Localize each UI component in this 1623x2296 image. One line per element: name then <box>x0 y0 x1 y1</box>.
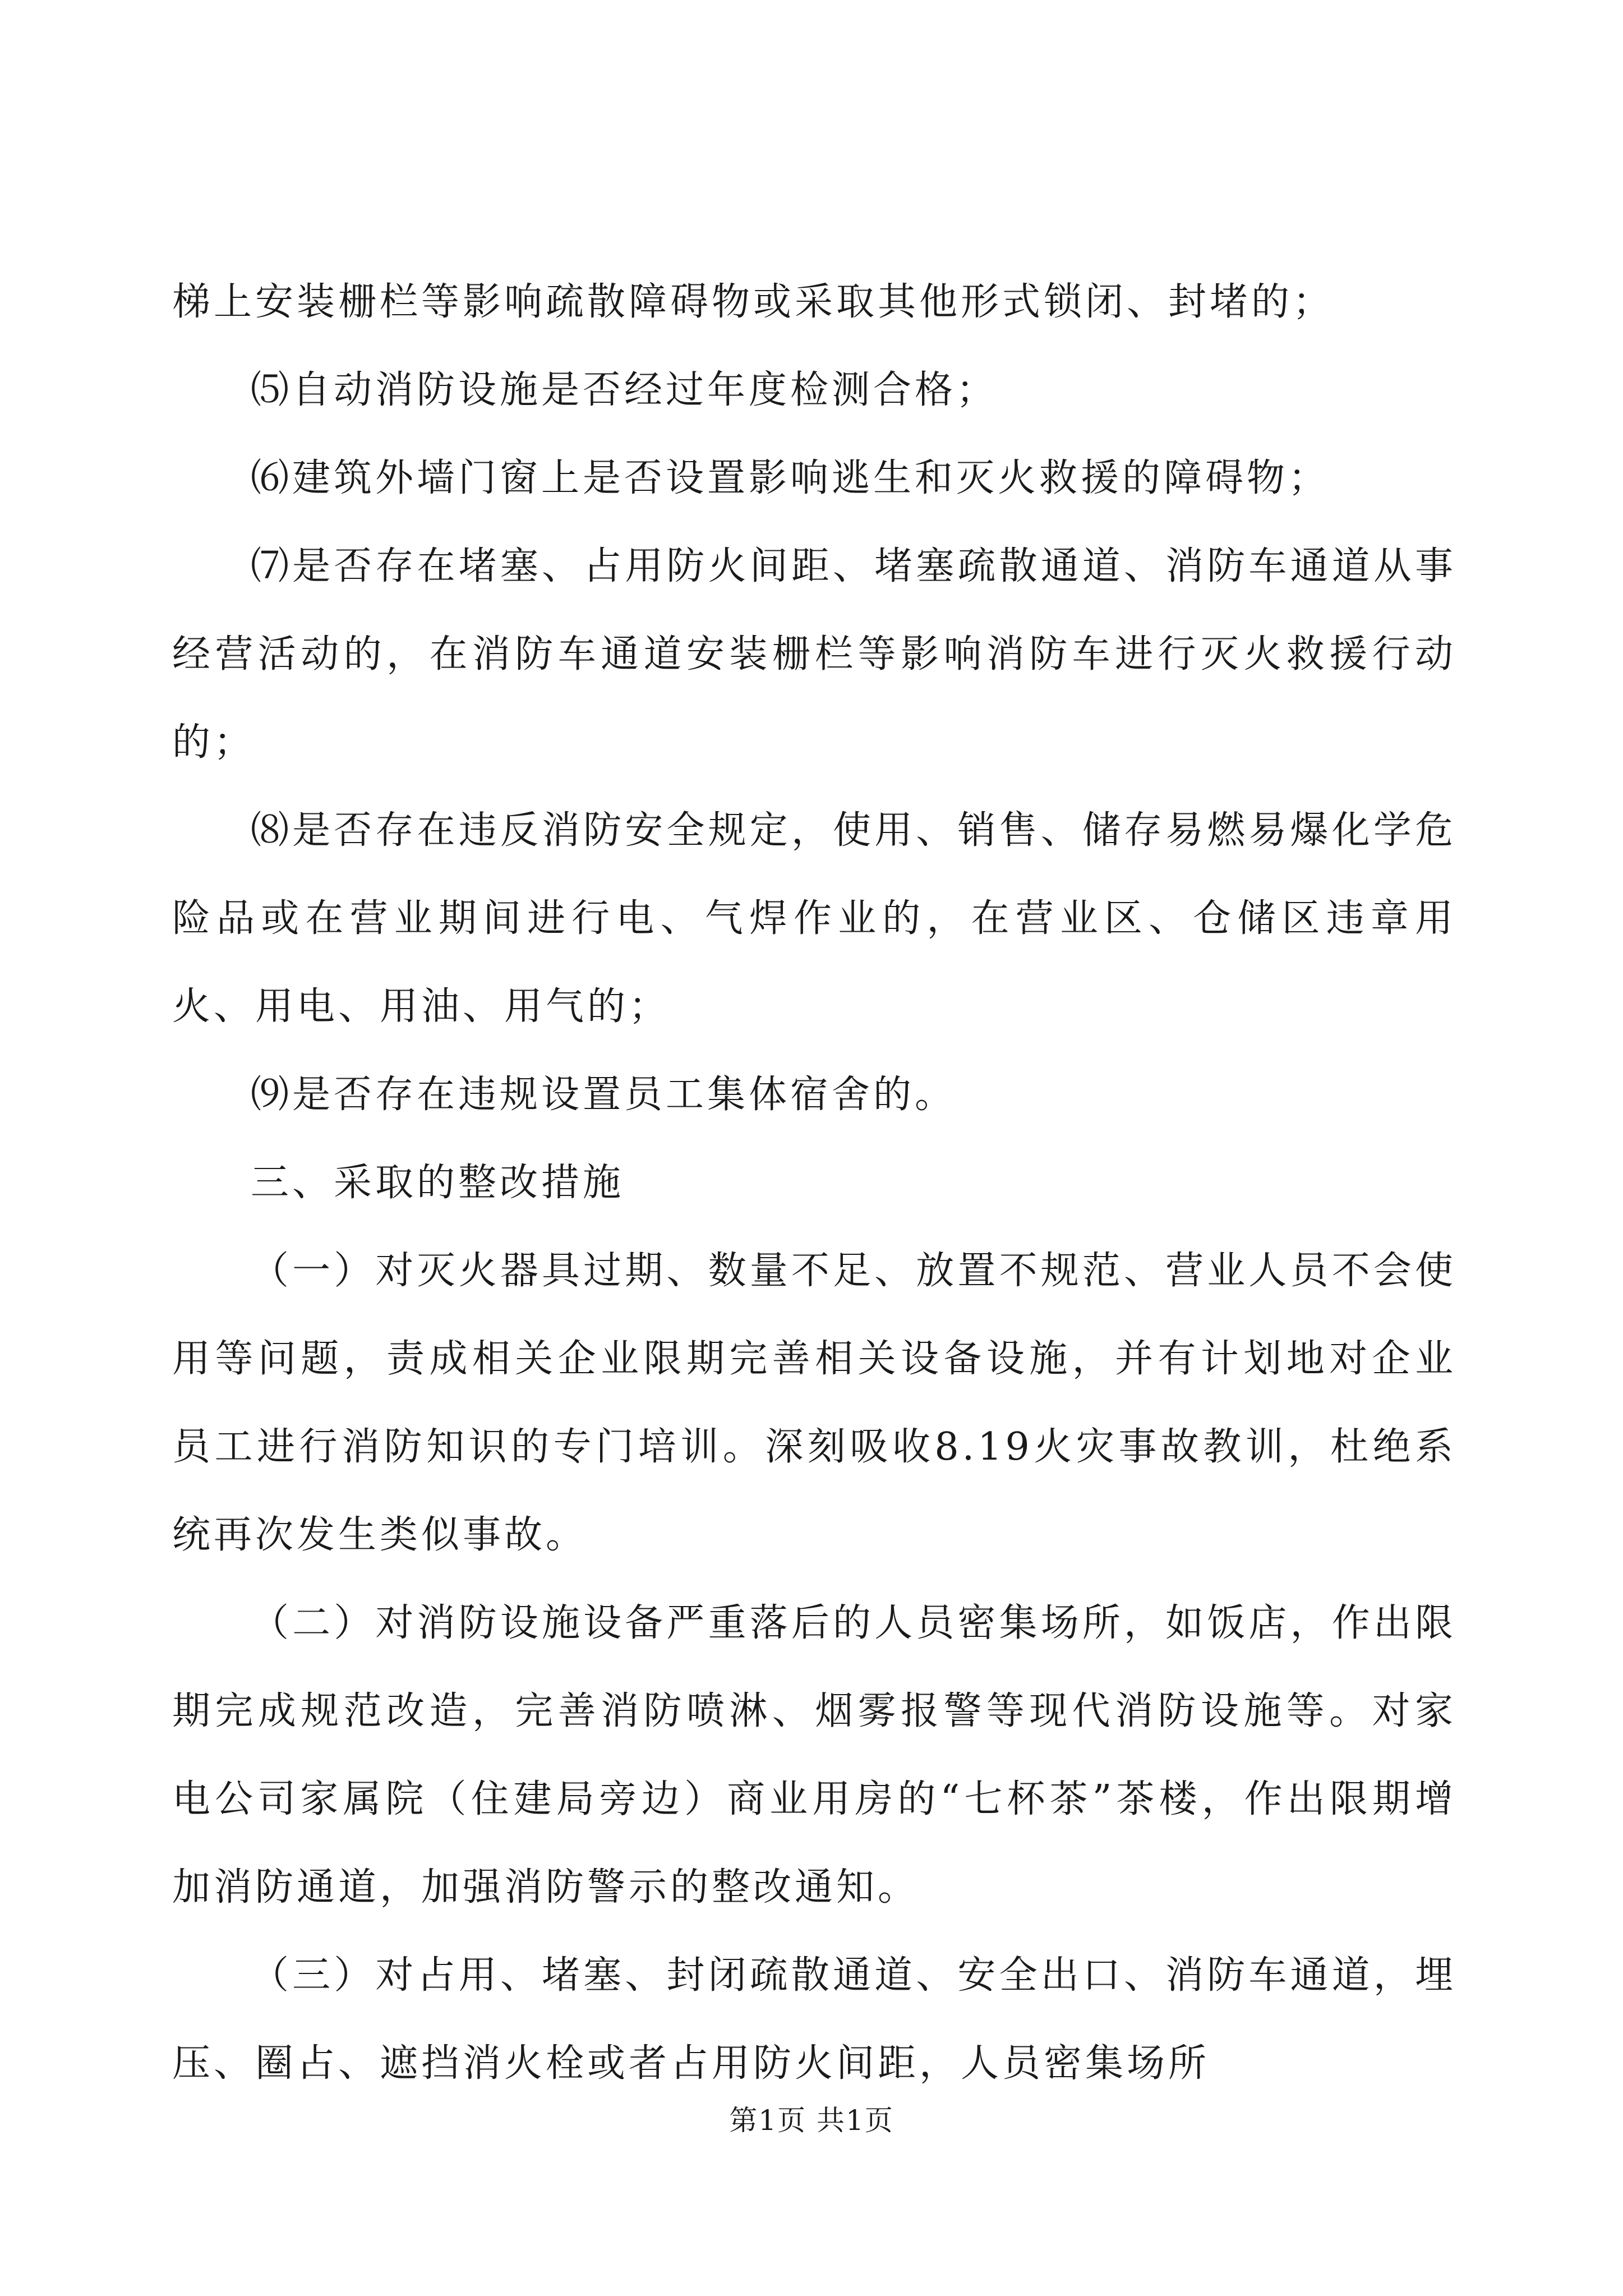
paragraph-item-9: ⑼是否存在违规设置员工集体宿舍的。 <box>251 1073 957 1117</box>
section-heading: 三、采取的整改措施 <box>251 1161 625 1205</box>
paragraph-item-6: ⑹建筑外墙门窗上是否设置影响逃生和灭火救援的障碍物； <box>251 456 1330 500</box>
paragraph-item-7: ⑺是否存在堵塞、占用防火间距、堵塞疏散通道、消防车通道从事经营活动的，在消防车通道安装栅栏等影响消防车进行灭火救援行动的； <box>172 544 1456 765</box>
page-footer: 第1页 共1页 <box>729 2104 894 2137</box>
paragraph-item-8: ⑻是否存在违反消防安全规定，使用、销售、储存易燃易爆化学危险品或在营业期间进行电、气焊作业的，在营业区、仓储区违章用火、用电、用油、用气的； <box>172 808 1456 1029</box>
paragraph-measure-2: （二）对消防设施设备严重落后的人员密集场所，如饭店，作出限期完成规范改造，完善消防喷淋、烟雾报警等现代消防设施等。对家电公司家属院（住建局旁边）商业用房的“七杯茶”茶楼，作出限期增加消防通道，加强消防警示的整改通知。 <box>172 1601 1456 1910</box>
paragraph-item-5: ⑸自动消防设施是否经过年度检测合格； <box>251 368 998 412</box>
document-body <box>172 258 1456 2108</box>
paragraph-measure-3: （三）对占用、堵塞、封闭疏散通道、安全出口、消防车通道，埋压、圈占、遮挡消火栓或者占用防火间距，人员密集场所 <box>172 1953 1456 2086</box>
paragraph-measure-1: （一）对灭火器具过期、数量不足、放置不规范、营业人员不会使用等问题，责成相关企业限期完善相关设备设施，并有计划地对企业员工进行消防知识的专门培训。深刻吸收8.19火灾事故教训，杜绝系统再次发生类似事故。 <box>172 1249 1456 1557</box>
paragraph-continuation: 梯上安装栅栏等影响疏散障碍物或采取其他形式锁闭、封堵的； <box>172 280 1335 324</box>
